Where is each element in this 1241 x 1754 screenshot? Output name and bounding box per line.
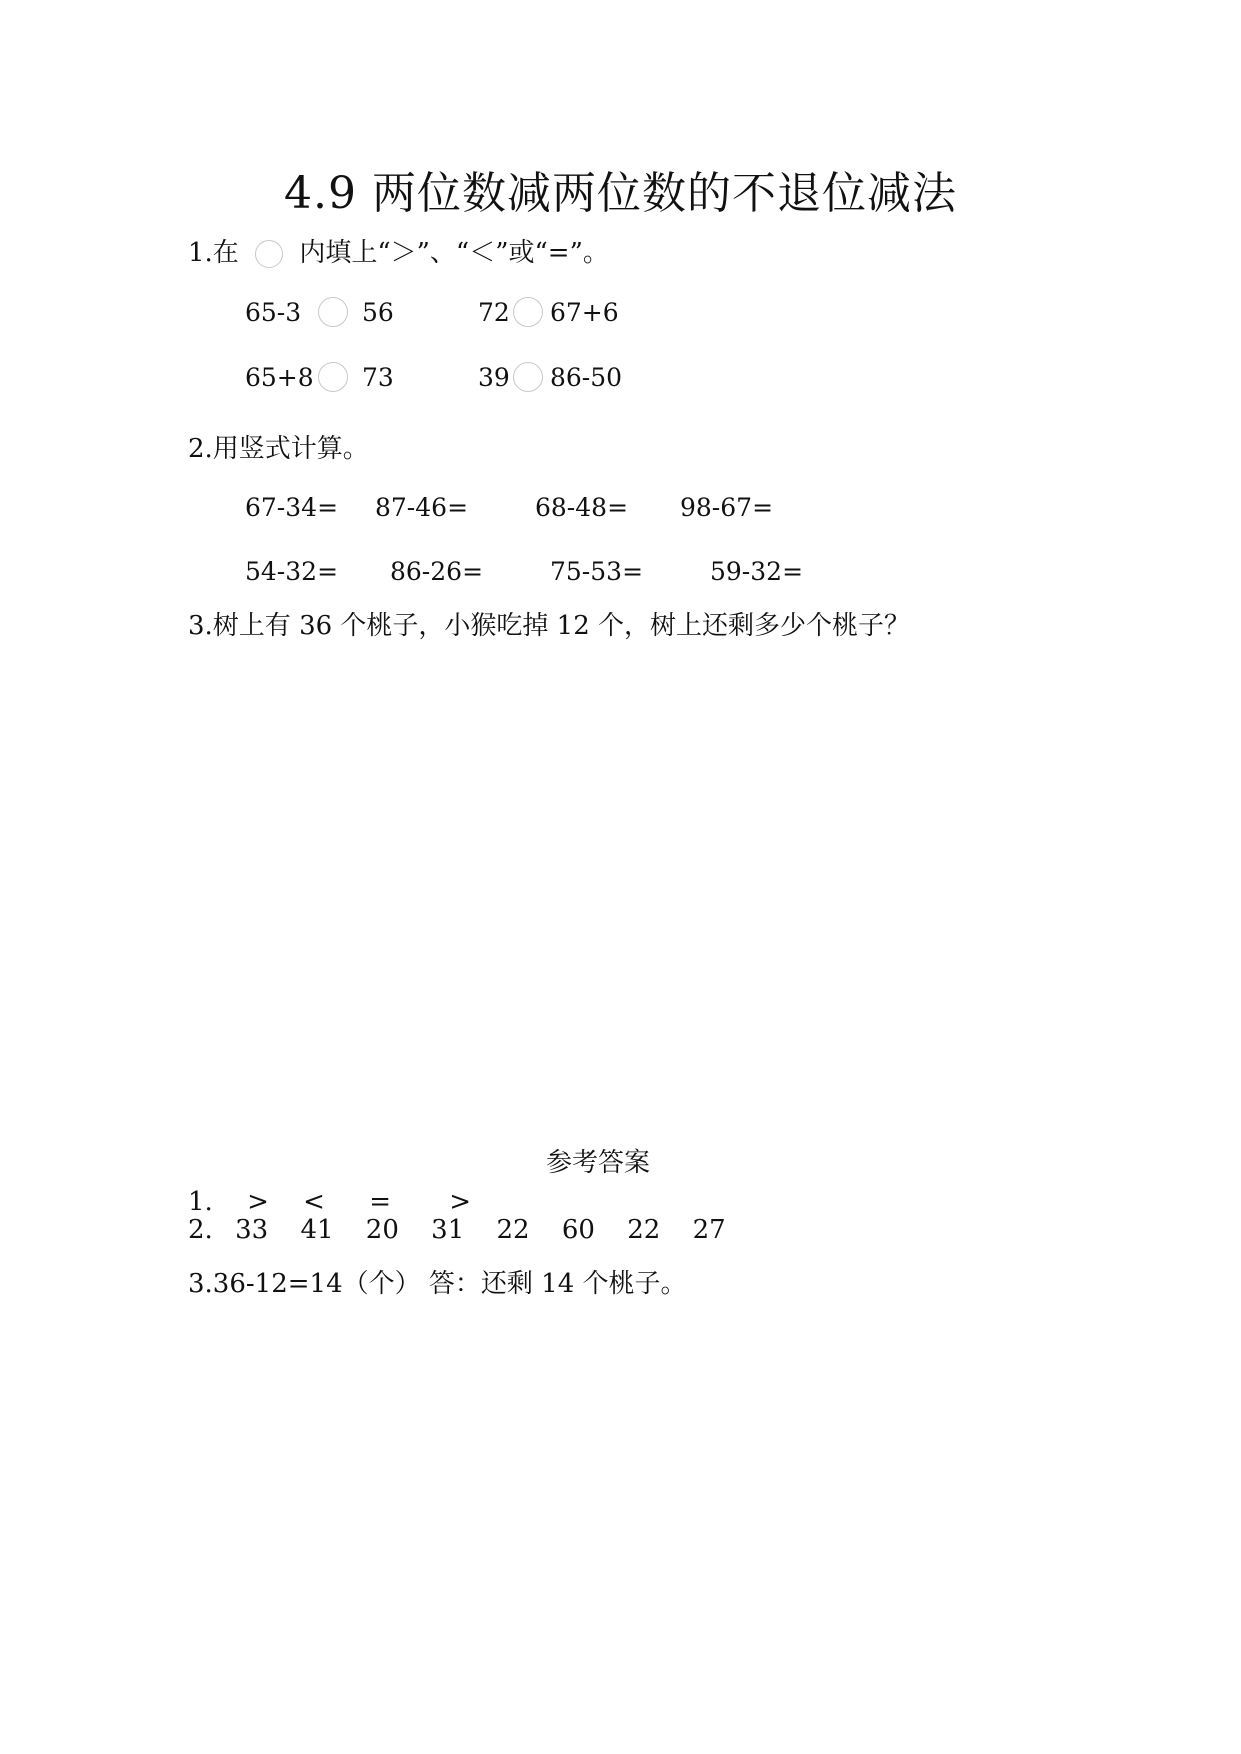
compare-right-2: 67+6 xyxy=(550,298,619,327)
answer-1-value: = xyxy=(369,1187,391,1217)
answer-2-value: 33 xyxy=(235,1215,269,1245)
answer-1-value: > xyxy=(449,1187,472,1217)
calc-item: 98-67= xyxy=(680,493,774,522)
compare-right-4: 86-50 xyxy=(550,363,623,392)
question-1-prefix: 1.在 xyxy=(188,238,239,268)
compare-left-1: 65-3 xyxy=(245,298,302,327)
compare-right-3: 73 xyxy=(362,363,394,392)
calc-item: 86-26= xyxy=(390,557,484,586)
answer-1-value: > xyxy=(247,1187,269,1217)
answers-title: 参考答案 xyxy=(545,1148,650,1178)
answer-2-value: 22 xyxy=(627,1215,661,1245)
blank-circle-icon xyxy=(255,240,283,268)
calc-item: 87-46= xyxy=(375,493,469,522)
answer-2-value: 22 xyxy=(496,1215,530,1245)
question-2-instruction: 2.用竖式计算。 xyxy=(188,434,369,464)
compare-left-4: 39 xyxy=(478,363,510,392)
answer-2-value: 27 xyxy=(692,1215,726,1245)
calc-item: 75-53= xyxy=(550,557,644,586)
question-1-instruction xyxy=(188,232,609,269)
compare-blank-3[interactable] xyxy=(318,362,348,392)
answer-2-value: 31 xyxy=(431,1215,465,1245)
answer-2-label: 2. xyxy=(188,1215,213,1245)
compare-blank-4[interactable] xyxy=(513,362,543,392)
question-1-suffix: 内填上“＞”、“＜”或“=”。 xyxy=(299,238,609,268)
compare-blank-2[interactable] xyxy=(513,297,543,327)
calc-item: 67-34= xyxy=(245,493,339,522)
compare-blank-1[interactable] xyxy=(318,297,348,327)
compare-left-3: 65+8 xyxy=(245,363,314,392)
calc-item: 68-48= xyxy=(535,493,629,522)
answer-3-text: 3.36-12=14（个） 答：还剩 14 个桃子。 xyxy=(188,1269,687,1299)
compare-left-2: 72 xyxy=(478,298,510,327)
answer-2-value: 60 xyxy=(561,1215,595,1245)
answer-2-row xyxy=(188,1215,726,1245)
question-3-text: 3.树上有 36 个桃子，小猴吃掉 12 个，树上还剩多少个桃子？ xyxy=(188,611,911,641)
answer-2-value: 20 xyxy=(365,1215,399,1245)
answer-1-value: < xyxy=(303,1187,325,1217)
compare-right-1: 56 xyxy=(362,298,394,327)
answer-2-value: 41 xyxy=(300,1215,334,1245)
calc-item: 54-32= xyxy=(245,557,339,586)
answer-1-row xyxy=(188,1187,471,1217)
calc-item: 59-32= xyxy=(710,557,804,586)
answer-1-label: 1. xyxy=(188,1187,213,1217)
page-title: 4.9 两位数减两位数的不退位减法 xyxy=(284,168,957,219)
